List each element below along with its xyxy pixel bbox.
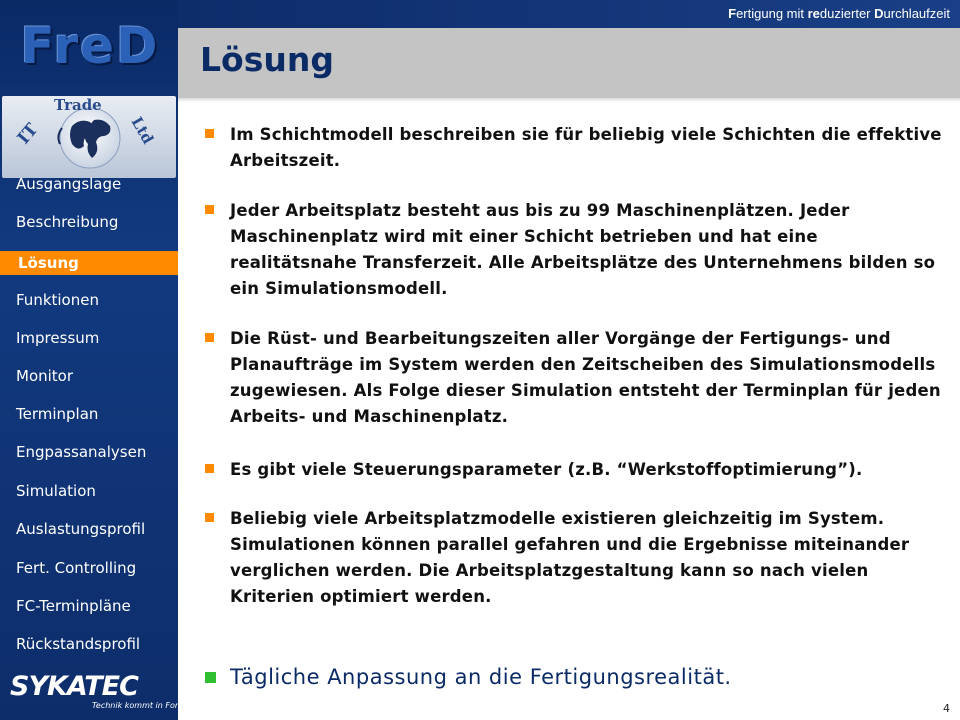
square-bullet-icon xyxy=(205,205,214,214)
sidebar-item-engpassanalysen[interactable]: Engpassanalysen xyxy=(16,443,147,461)
sykatec-logo-text: SYKATEC xyxy=(10,671,138,702)
green-square-bullet-icon xyxy=(205,672,216,683)
bullet-text: Jeder Arbeitsplatz besteht aus bis zu 99 Maschinenplätzen. Jeder Maschinenplatz wird mit einer Schicht betrieben und hat eine realitätsnahe Transferzeit. Alle Arbeitsplätze des Unternehmens bilden so ein Simulationsmodell. xyxy=(230,201,936,298)
svg-text:Ltd: Ltd xyxy=(127,113,158,148)
svg-text:Trade: Trade xyxy=(54,96,102,114)
sidebar xyxy=(0,0,186,720)
header-title: Fertigung mit reduzierter Durchlaufzeit xyxy=(728,6,950,21)
bullet-text: Die Rüst- und Bearbeitungszeiten aller Vorgänge der Fertigungs- und Planaufträge im System werden den Zeitscheiben des Simulationsmodells zugewiesen. Als Folge dieser Simulation entsteht der Terminplan für jeden Arbeits- und Maschinenplatz. xyxy=(230,329,941,426)
sidebar-item-fc-terminplaene[interactable]: FC-Terminpläne xyxy=(16,597,131,615)
sidebar-item-simulation[interactable]: Simulation xyxy=(16,482,96,500)
bullet-text: Es gibt viele Steuerungsparameter (z.B. “Werkstoffoptimierung”). xyxy=(230,460,863,479)
sidebar-item-rueckstandsprofil[interactable]: Rückstandsprofil xyxy=(16,635,141,653)
title-band xyxy=(178,28,960,98)
header-bar xyxy=(178,0,960,28)
page-number: 4 xyxy=(943,702,950,715)
sidebar-item-terminplan[interactable]: Terminplan xyxy=(16,405,99,423)
sykatec-tagline: Technik kommt in Form xyxy=(92,701,186,710)
globe-icon xyxy=(2,96,176,178)
sidebar-item-auslastungsprofil[interactable]: Auslastungsprofil xyxy=(16,520,146,538)
square-bullet-icon xyxy=(205,129,214,138)
sidebar-item-loesung[interactable]: Lösung xyxy=(0,251,178,275)
bullet-text: Im Schichtmodell beschreiben sie für beliebig viele Schichten die effektive Arbeitszeit. xyxy=(230,125,942,170)
square-bullet-icon xyxy=(205,464,214,473)
fred-logo-text: FreD xyxy=(20,17,160,75)
sidebar-item-beschreibung[interactable]: Beschreibung xyxy=(16,213,119,231)
sidebar-item-fert-controlling[interactable]: Fert. Controlling xyxy=(16,559,137,577)
sidebar-item-ausgangslage[interactable]: Ausgangslage xyxy=(16,175,122,193)
final-bullet-text: Tägliche Anpassung an die Fertigungsrealität. xyxy=(230,665,732,689)
sykatec-logo xyxy=(8,671,186,714)
bullet-text: Beliebig viele Arbeitsplatzmodelle existieren gleichzeitig im System. Simulationen können parallel gefahren und die Ergebnisse miteinander verglichen werden. Die Arbeitsplatzgestaltung kann so nach vielen Kriterien optimiert werden. xyxy=(230,509,910,606)
square-bullet-icon xyxy=(205,513,214,522)
square-bullet-icon xyxy=(205,333,214,342)
title-divider xyxy=(178,98,960,102)
sidebar-item-impressum[interactable]: Impressum xyxy=(16,329,100,347)
ittrade-logo xyxy=(2,96,176,178)
sidebar-item-funktionen[interactable]: Funktionen xyxy=(16,291,99,309)
fred-logo xyxy=(20,14,160,78)
sidebar-item-monitor[interactable]: Monitor xyxy=(16,367,74,385)
page-title: Lösung xyxy=(200,40,334,79)
svg-text:IT: IT xyxy=(13,119,43,149)
